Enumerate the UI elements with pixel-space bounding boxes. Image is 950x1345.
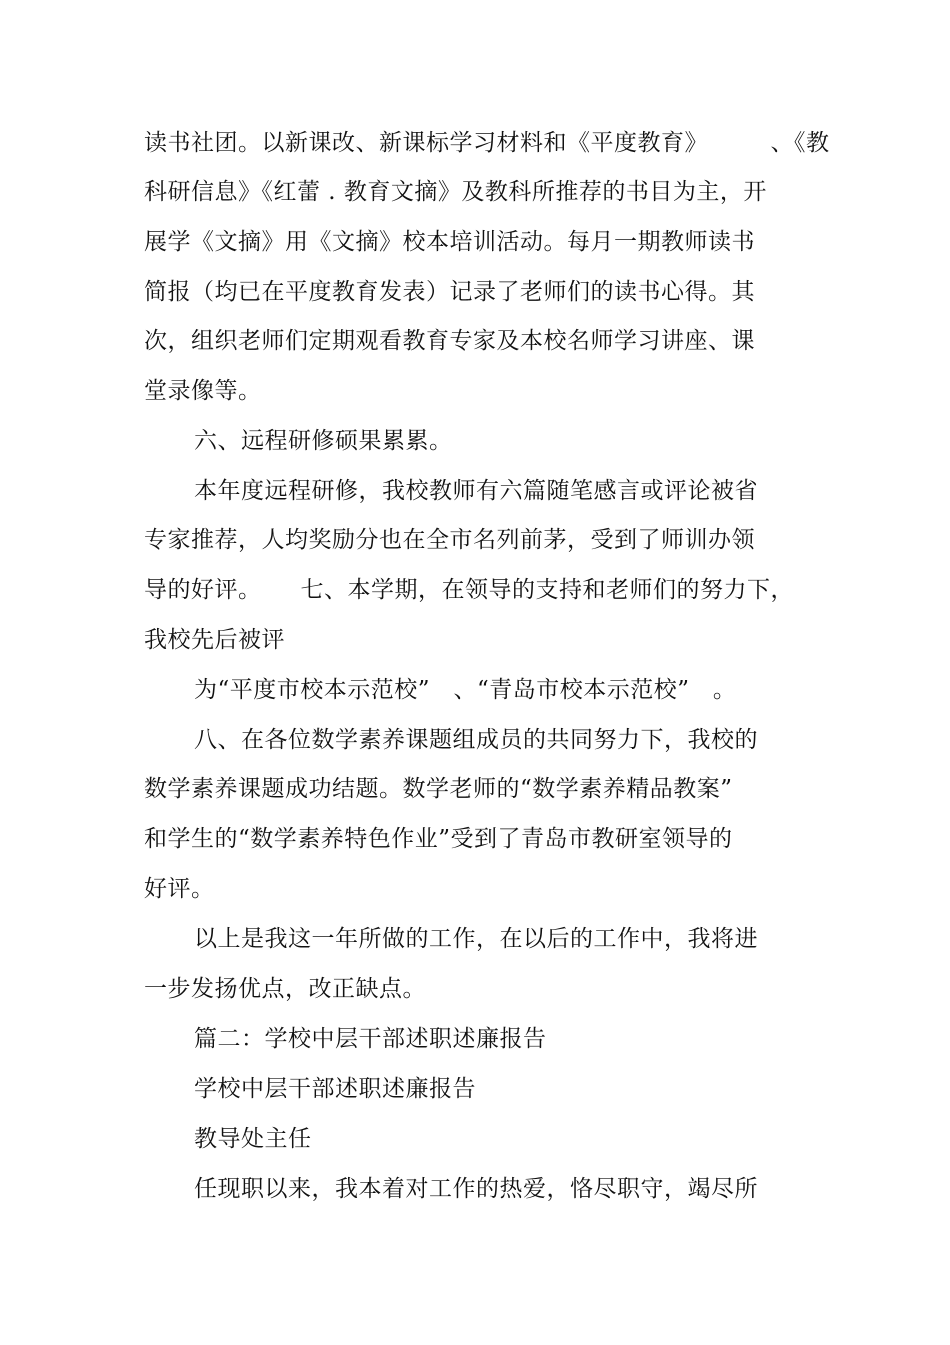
text-line: 和学生的“数学素养特色作业”受到了青岛市教研室领导的 [144, 826, 733, 852]
text-line: 以上是我这一年所做的工作，在以后的工作中，我将进 [194, 926, 758, 952]
section-heading: 六、远程研修硕果累累。 [194, 428, 453, 454]
report-title: 学校中层干部述职述廉报告 [194, 1076, 476, 1102]
text-line: 任现职以来，我本着对工作的热爱，恪尽职守，竭尽所 [194, 1176, 758, 1202]
text-line: 科研信息》《红蕾 . 教育文摘》及教科所推荐的书目为主，开 [144, 179, 767, 205]
text-line: 好评。 [144, 876, 215, 902]
text-line: 为“平度市校本示范校” 、“青岛市校本示范校” 。 [194, 677, 737, 703]
text-line: 导的好评。 七、本学期，在领导的支持和老师们的努力下， [144, 577, 795, 603]
text-line: 简报（均已在平度教育发表）记录了老师们的读书心得。其 [144, 279, 755, 305]
text-line: 堂录像等。 [144, 378, 262, 404]
text-line: 次，组织老师们定期观看教育专家及本校名师学习讲座、课 [144, 328, 755, 354]
section-heading: 篇二：学校中层干部述职述廉报告 [194, 1026, 547, 1052]
text-line: 我校先后被评 [144, 627, 285, 653]
text-line: 八、在各位数学素养课题组成员的共同努力下，我校的 [194, 727, 758, 753]
text-line: 数学素养课题成功结题。数学老师的“数学素养精品教案” [144, 776, 733, 802]
text-line: 读书社团。以新课改、新课标学习材料和《平度教育》 、《教 [144, 130, 830, 156]
author-role: 教导处主任 [194, 1126, 312, 1152]
text-line: 本年度远程研修，我校教师有六篇随笔感言或评论被省 [194, 478, 758, 504]
text-line: 展学《文摘》用《文摘》校本培训活动。每月一期教师读书 [144, 229, 755, 255]
text-line: 专家推荐，人均奖励分也在全市名列前茅，受到了师训办领 [144, 527, 755, 553]
text-line: 一步发扬优点，改正缺点。 [144, 976, 426, 1002]
